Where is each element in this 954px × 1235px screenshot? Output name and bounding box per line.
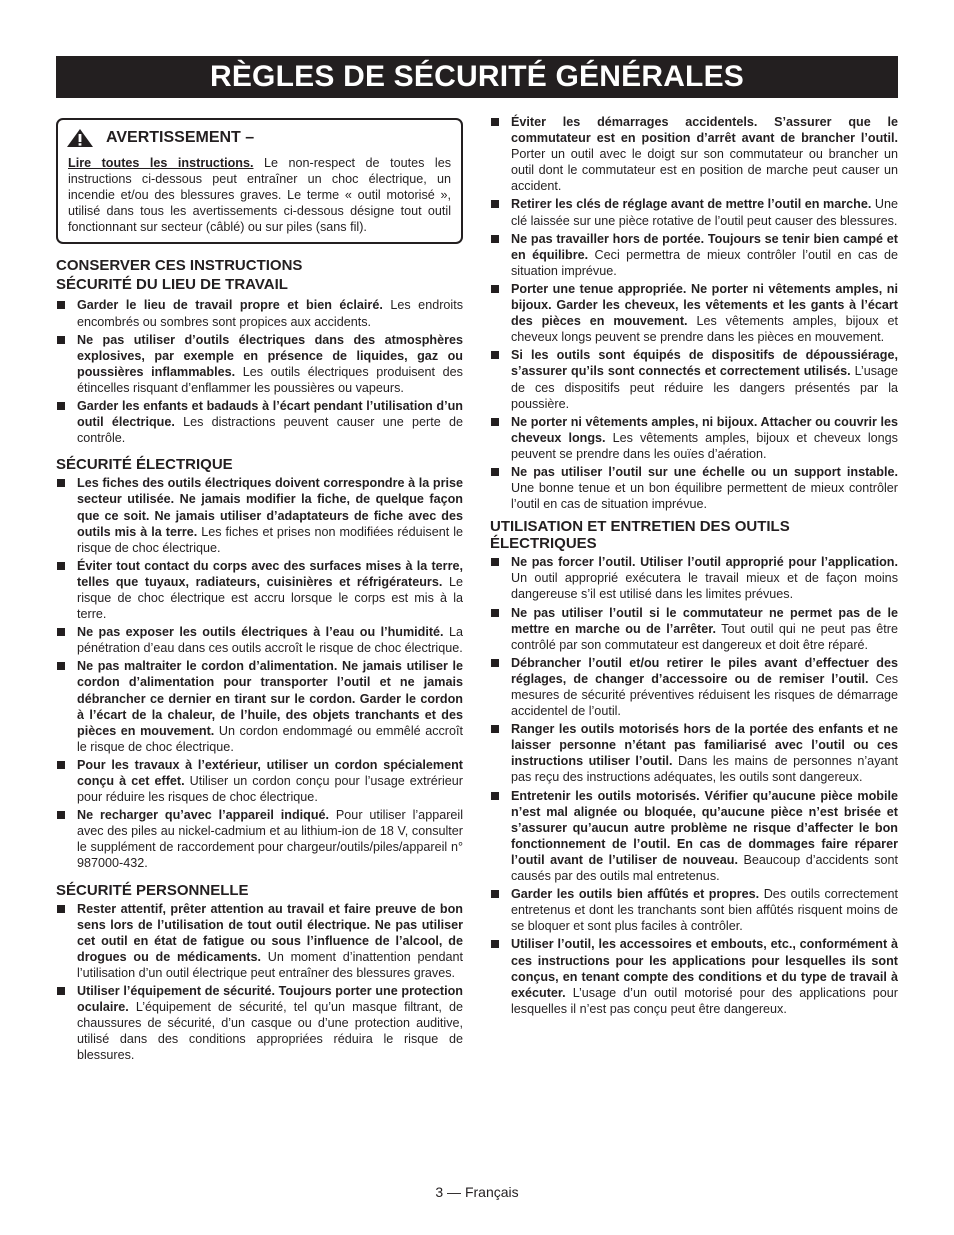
title-bar	[56, 56, 898, 98]
item-text: Un cordon endommagé ou emmêlé accroît le risque de choc électrique.	[77, 723, 463, 754]
list-item	[490, 464, 898, 512]
item-bold-text: Ne pas travailler hors de portée. Toujours se tenir bien campé et en équilibre.	[511, 231, 898, 262]
item-text: Une bonne tenue et un bon équilibre permettent de mieux contrôler l’outil en cas de situation imprévue.	[511, 481, 898, 512]
list-item	[490, 886, 898, 934]
item-text: L’usage d’un outil motorisé pour des applications pour lesquelles il n’est pas conçu peut être dangereux.	[511, 985, 898, 1016]
item-text: Ces mesures de sécurité préventives réduisent les risques de démarrage accidentel de l’outil.	[511, 671, 898, 719]
section-heading-electrical: SÉCURITÉ ÉLECTRIQUE	[56, 456, 233, 474]
list-item	[490, 721, 898, 785]
item-bold-text: Retirer les clés de réglage avant de mettre l’outil en marche.	[511, 197, 872, 212]
item-bold-text: Ne pas utiliser l’outil si le commutateur ne permet pas de le mettre en marche ou de l’arrêter.	[511, 605, 898, 636]
warning-header	[66, 128, 451, 148]
bullet-square-icon	[491, 468, 499, 476]
list-item	[56, 807, 463, 871]
bullet-square-icon	[491, 940, 499, 948]
section-heading-personal: SÉCURITÉ PERSONNELLE	[56, 881, 249, 899]
bullet-square-icon	[491, 725, 499, 733]
list-item	[56, 658, 463, 755]
bullet-square-icon	[57, 562, 65, 570]
right-column	[490, 114, 898, 1019]
item-text: Les distractions peuvent causer une perte de contrôle.	[77, 415, 463, 446]
bullet-square-icon	[57, 628, 65, 636]
item-text: Tout outil qui ne peut pas être contrôlé par son commutateur est dangereux et doit être réparé.	[511, 621, 898, 652]
bullet-square-icon	[491, 792, 499, 800]
page-footer: 3 — Français	[435, 1184, 519, 1200]
bullet-square-icon	[491, 118, 499, 126]
bullet-square-icon	[491, 418, 499, 426]
list-item	[490, 231, 898, 279]
item-text: Dans les mains de personnes n’ayant pas reçu des instructions adéquates, les outils sont dangereux.	[511, 754, 898, 785]
item-bold-text: Ne recharger qu’avec l’appareil indiqué.	[77, 808, 330, 823]
item-bold-text: Garder le lieu de travail propre et bien éclairé.	[77, 298, 383, 313]
tool-use-list	[490, 554, 898, 1017]
item-text: Le risque de choc électrique est accru lorsque le corps est mis à la terre.	[77, 574, 463, 622]
list-item	[490, 414, 898, 462]
bullet-square-icon	[57, 662, 65, 670]
bullet-square-icon	[57, 905, 65, 913]
bullet-square-icon	[57, 402, 65, 410]
item-bold-text: Porter une tenue appropriée. Ne porter ni vêtements amples, ni bijoux. Garder les cheveux, les vêtements et les gants à l’écart des pièces en mouvement.	[511, 281, 898, 329]
bullet-square-icon	[491, 558, 499, 566]
section-heading-keep: CONSERVER CES INSTRUCTIONS	[56, 257, 303, 275]
warning-body: Le non-respect de toutes les instructions ci-dessous peut entraîner un choc électrique, un incendie et/ou des blessures graves. Le terme « outil motorisé », utilisé dans tous les avertissements ci-dessous désigne tout outil fonctionnant sur secteur (câblé) ou sur piles (sans fil).	[68, 156, 451, 235]
left-column	[56, 118, 463, 1066]
bullet-square-icon	[491, 235, 499, 243]
list-item	[56, 624, 463, 656]
list-item	[490, 281, 898, 345]
item-bold-text: Ne pas forcer l’outil. Utiliser l’outil approprié pour l’application.	[511, 555, 898, 570]
bullet-square-icon	[491, 351, 499, 359]
item-text: Une clé laissée sur une pièce rotative de l’outil peut causer des blessures.	[511, 197, 899, 228]
item-bold-text: Les fiches des outils électriques doivent correspondre à la prise secteur utilisée. Ne jamais modifier la fiche, de quelque façon que ce soit. Ne jamais utiliser d’adaptateurs de fiche avec des outils mis à la terre.	[77, 476, 463, 539]
item-bold-text: Garder les outils bien affûtés et propres.	[511, 887, 760, 902]
warning-triangle-icon	[66, 128, 94, 148]
list-item	[56, 332, 463, 396]
item-text: Beaucoup d’accidents sont causés par des outils mal entretenus.	[511, 852, 899, 884]
list-item	[490, 554, 898, 602]
warning-title: AVERTISSEMENT –	[106, 128, 255, 146]
item-text: L’usage de ces dispositifs peut réduire les dangers présentés par la poussière.	[511, 364, 899, 411]
list-item	[56, 757, 463, 805]
item-text: Porter un outil avec le doigt sur son commutateur ou brancher un outil dont le commutateur est en position de marche peut causer un accident.	[511, 147, 898, 194]
bullet-square-icon	[57, 811, 65, 819]
item-text: Les vêtements amples, bijoux et cheveux longs peuvent se prendre dans les ouïes d’aération.	[511, 430, 898, 461]
list-item	[56, 297, 463, 329]
item-bold-text: Ne pas utiliser l’outil sur une échelle ou un support instable.	[511, 464, 898, 479]
item-text: Ceci permettra de mieux contrôler l’outil en cas de situation imprévue.	[511, 247, 898, 278]
item-text: Les outils électriques produisent des étincelles risquant d’enflammer les poussières ou vapeurs.	[77, 364, 463, 395]
bullet-square-icon	[57, 301, 65, 309]
item-bold-text: Éviter tout contact du corps avec des surfaces mises à la terre, telles que tuyaux, radiateurs, cuisinières et réfrigérateurs.	[77, 558, 463, 589]
work-area-list	[56, 297, 463, 446]
list-item	[56, 558, 463, 622]
item-text: Un moment d’inattention pendant l’utilisation d’un outil électrique peut entraîner des blessures graves.	[77, 949, 463, 980]
list-item	[490, 605, 898, 653]
item-text: Les endroits encombrés ou sombres sont propices aux accidents.	[77, 298, 463, 329]
item-text: Un outil approprié exécutera le travail mieux et de façon moins dangereuse s’il est utilisé dans les limites prévues.	[511, 571, 898, 602]
item-bold-text: Garder les enfants et badauds à l’écart pendant l’utilisation d’un outil électrique.	[77, 399, 463, 430]
list-item	[56, 983, 463, 1063]
list-item	[490, 347, 898, 411]
item-bold-text: Éviter les démarrages accidentels. S’assurer que le commutateur est en position d’arrêt avant de brancher l’outil.	[511, 115, 898, 146]
item-bold-text: Rester attentif, prêter attention au travail et faire preuve de bon sens lors de l’utilisation de tout outil électrique. Ne pas utiliser cet outil en état de fatigue ou sous l’influence de l’alcool, de drogues ou de médicaments.	[77, 901, 463, 964]
page-title: RÈGLES DE SÉCURITÉ GÉNÉRALES	[209, 60, 744, 93]
item-bold-text: Ne pas exposer les outils électriques à l’eau ou l’humidité.	[77, 625, 444, 640]
item-text: L’équipement de sécurité, tel qu’un masque filtrant, de chaussures de sécurité, d’un casque ou d’une protection auditive, utilisé dans des conditions appropriées réduira le risque de blessures.	[77, 1000, 463, 1063]
item-bold-text: Utiliser l’équipement de sécurité. Toujours porter une protection oculaire.	[77, 984, 463, 1015]
item-text: Des outils correctement entretenus et dont les tranchants sont bien affûtés risquent moins de se bloquer et sont plus faciles à contrôler.	[511, 887, 898, 934]
list-item	[56, 901, 463, 981]
bullet-square-icon	[57, 987, 65, 995]
list-item	[490, 936, 898, 1016]
list-item	[490, 196, 898, 228]
section-heading-work-area: SÉCURITÉ DU LIEU DE TRAVAIL	[56, 276, 288, 294]
list-item	[490, 114, 898, 194]
item-text: Les vêtements amples, bijoux et cheveux longs peuvent se prendre dans les pièces en mouvement.	[511, 314, 898, 345]
bullet-square-icon	[57, 761, 65, 769]
bullet-square-icon	[491, 890, 499, 898]
item-bold-text: Ne pas maltraiter le cordon d’alimentation. Ne jamais utiliser le cordon d’alimentation pour transporter l’outil et ne jamais débrancher ce dernier en tirant sur le cordon. Garder le cordon à l’écart de la chaleur, de l’huile, des objets tranchants et des pièces en mouvement.	[77, 659, 463, 738]
list-item	[490, 788, 898, 885]
item-bold-text: Pour les travaux à l’extérieur, utiliser un cordon spécialement conçu à cet effet.	[77, 757, 463, 788]
item-bold-text: Entretenir les outils motorisés. Vérifier qu’aucune pièce mobile n’est mal alignée ou bloquée, qu’aucune pièce n’est brisée et s’assurer qu’aucun autre problème ne risque d’affecter le bon fonctionnement de l’outil. En cas de dommages faire réparer l’outil avant de l’utiliser de nouveau.	[511, 788, 898, 867]
bullet-square-icon	[57, 479, 65, 487]
item-text: La pénétration d’eau dans ces outils accroît le risque de choc électrique.	[77, 625, 463, 656]
personal-list-continued	[490, 114, 898, 512]
item-bold-text: Si les outils sont équipés de dispositifs de dépoussiérage, s’assurer qu’ils sont connectés et correctement utilisés.	[511, 348, 898, 379]
bullet-square-icon	[491, 609, 499, 617]
item-text: Utiliser un cordon conçu pour l’usage extrérieur pour réduire les risques de choc électrique.	[77, 774, 463, 805]
bullet-square-icon	[491, 285, 499, 293]
personal-list	[56, 901, 463, 1064]
warning-text	[68, 155, 451, 235]
item-bold-text: Ne pas utiliser d’outils électriques dans des atmosphères explosives, par exemple en présence de liquides, gaz ou poussières inflammables.	[77, 332, 463, 379]
item-text: Pour utiliser l’appareil avec des piles au nickel-cadmium et au lithium-ion de 18 V, consulter le supplément de raccordement pour chargeur/outils/piles/appareil n° 987000-432.	[77, 808, 463, 871]
warning-box	[56, 118, 463, 244]
item-text: Les fiches et prises non modifiées réduisent le risque de choc électrique.	[77, 524, 464, 555]
warning-lead: Lire toutes les instructions.	[68, 156, 254, 170]
list-item	[490, 655, 898, 719]
electrical-list	[56, 475, 463, 871]
bullet-square-icon	[491, 200, 499, 208]
item-bold-text: Ranger les outils motorisés hors de la portée des enfants et ne laisser personne n’étant pas familiarisé avec l’outil ou ces instructions utiliser l’outil.	[511, 722, 898, 769]
section-heading-tool-use: UTILISATION ET ENTRETIEN DES OUTILS ÉLECTRIQUES	[490, 518, 790, 553]
list-item	[56, 398, 463, 446]
list-item	[56, 475, 463, 555]
item-bold-text: Débrancher l’outil et/ou retirer le piles avant d’effectuer des réglages, de changer d’accessoire ou de remiser l’outil.	[511, 655, 898, 686]
bullet-square-icon	[57, 336, 65, 344]
item-bold-text: Ne porter ni vêtements amples, ni bijoux. Attacher ou couvrir les cheveux longs.	[511, 414, 898, 445]
bullet-square-icon	[491, 659, 499, 667]
item-bold-text: Utiliser l’outil, les accessoires et embouts, etc., conformément à ces instructions pour les applications pour lesquelles ils sont conçus, en tenant compte des conditions et du type de travail à exécuter.	[511, 937, 898, 1000]
